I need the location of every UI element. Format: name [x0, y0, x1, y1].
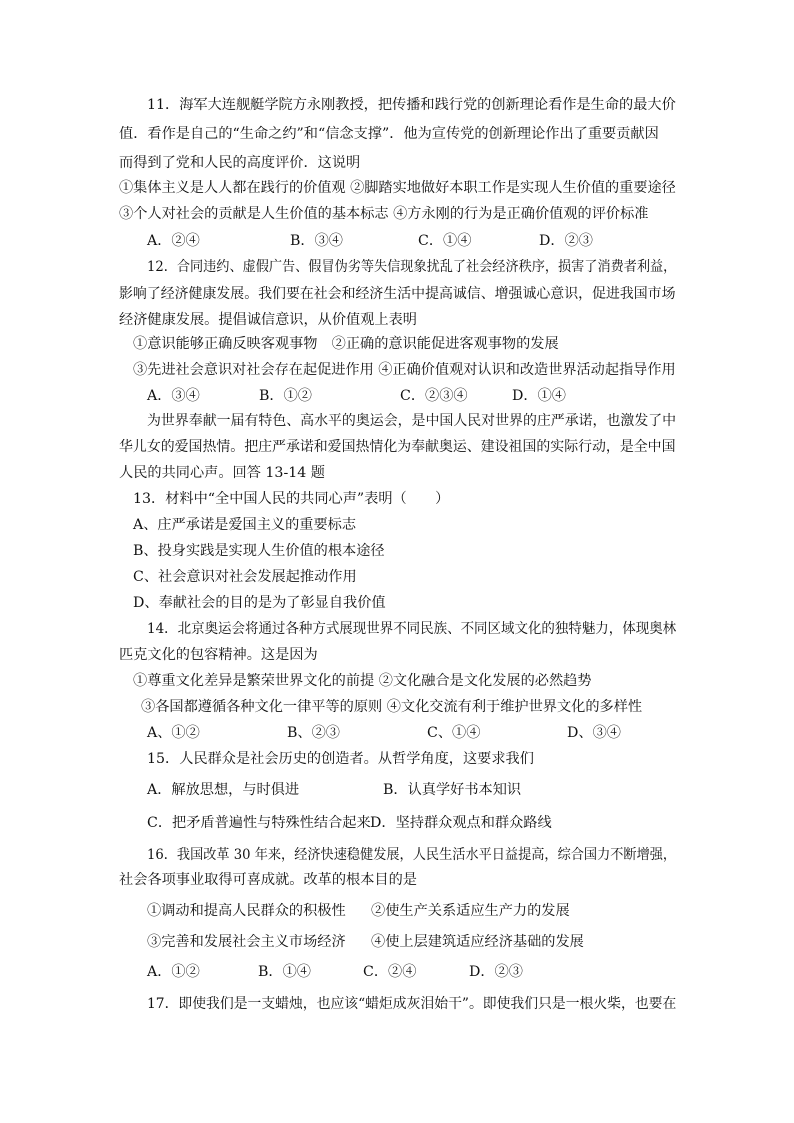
q14-stem-line-1: 14．北京奥运会将通过各种方式展现世界不同民族、不同区域文化的独特魅力，体现奥林 — [147, 621, 677, 637]
q12-option-d: D．①④ — [512, 388, 566, 404]
q16-option-c: C．②④ — [363, 964, 417, 980]
q17-stem: 17．即使我们是一支蜡烛，也应该“蜡炬成灰泪始干”。即使我们只是一根火柴，也要在 — [147, 996, 677, 1012]
q12-stem-line-1: 12．合同违约、虚假广告、假冒伪劣等失信现象扰乱了社会经济秩序，损害了消费者利益， — [147, 259, 677, 275]
q13-option-c: C、社会意识对社会发展起推动作用 — [133, 569, 357, 585]
q15-option-a: A．解放思想，与时俱进 — [147, 782, 300, 798]
q16-option-a: A．①② — [147, 964, 200, 980]
q13-option-a: A、庄严承诺是爱国主义的重要标志 — [133, 517, 357, 533]
q11-statement-1: ①集体主义是人人都在践行的价值观 ②脚踏实地做好本职工作是实现人生价值的重要途径 — [119, 180, 676, 196]
material-line-3: 人民的共同心声。回答 13-14 题 — [119, 465, 325, 481]
q14-option-a: A、①② — [147, 725, 200, 741]
q11-stem-line-3: 而得到了党和人民的高度评价．这说明 — [119, 155, 361, 171]
q16-statement-3: ③完善和发展社会主义市场经济 — [147, 934, 346, 950]
q15-option-c: C．把矛盾普遍性与特殊性结合起来 — [147, 815, 371, 831]
q16-statement-2: ②使生产关系适应生产力的发展 — [371, 903, 570, 919]
q12-option-c: C．②③④ — [400, 388, 468, 404]
q11-option-d: D．②③ — [539, 233, 593, 249]
q14-option-d: D、③④ — [567, 725, 621, 741]
q12-statement-1: ①意识能够正确反映客观事物 ②正确的意识能促进客观事物的发展 — [133, 336, 559, 352]
q14-statement-2: ③各国都遵循各种文化一律平等的原则 ④文化交流有利于维护世界文化的多样性 — [141, 699, 643, 715]
q15-option-b: B．认真学好书本知识 — [383, 782, 522, 798]
q13-option-d: D、奉献社会的目的是为了彰显自我价值 — [133, 595, 386, 611]
q12-stem-line-3: 经济健康发展。提倡诚信意识，从价值观上表明 — [119, 312, 417, 328]
q15-stem: 15．人民群众是社会历史的创造者。从哲学角度，这要求我们 — [147, 751, 534, 767]
q14-option-c: C、①④ — [427, 725, 481, 741]
q11-option-c: C．①④ — [418, 233, 472, 249]
q11-statement-2: ③个人对社会的贡献是人生价值的基本标志 ④方永刚的行为是正确价值观的评价标准 — [119, 206, 649, 222]
q16-option-d: D．②③ — [469, 964, 523, 980]
q16-statement-1: ①调动和提高人民群众的积极性 — [147, 903, 346, 919]
q14-statement-1: ①尊重文化差异是繁荣世界文化的前提 ②文化融合是文化发展的必然趋势 — [133, 673, 592, 689]
q13-option-b: B、投身实践是实现人生价值的根本途径 — [133, 543, 385, 559]
q12-stem-line-2: 影响了经济健康发展。我们要在社会和经济生活中提高诚信、增强诚心意识，促进我国市场 — [119, 286, 676, 302]
q16-option-b: B．①④ — [258, 964, 311, 980]
material-line-1: 为世界奉献一届有特色、高水平的奥运会，是中国人民对世界的庄严承诺，也激发了中 — [147, 413, 677, 429]
q12-option-b: B．①② — [259, 388, 312, 404]
q15-option-d: D．坚持群众观点和群众路线 — [370, 815, 552, 831]
q12-option-a: A．③④ — [147, 388, 200, 404]
q16-statement-4: ④使上层建筑适应经济基础的发展 — [371, 934, 584, 950]
material-line-2: 华儿女的爱国热情。把庄严承诺和爱国热情化为奉献奥运、建设祖国的实际行动，是全中国 — [119, 439, 676, 455]
q14-option-b: B、②③ — [287, 725, 340, 741]
q11-option-b: B．③④ — [290, 233, 343, 249]
q12-statement-2: ③先进社会意识对社会存在起促进作用 ④正确价值观对认识和改造世界活动起指导作用 — [133, 362, 676, 378]
q16-stem-line-2: 社会各项事业取得可喜成就。改革的根本目的是 — [119, 872, 417, 888]
q11-stem-line-2: 值．看作是自己的“生命之约”和“信念支撑”．他为宣传党的创新理论作出了重要贡献因 — [119, 126, 659, 142]
q14-stem-line-2: 匹克文化的包容精神。这是因为 — [119, 647, 318, 663]
q13-stem: 13．材料中“全中国人民的共同心声”表明（ ） — [133, 491, 450, 507]
q11-option-a: A．②④ — [147, 233, 200, 249]
q16-stem-line-1: 16．我国改革 30 年来，经济快速稳健发展，人民生活水平日益提高，综合国力不断增强， — [147, 847, 677, 863]
q11-stem-line-1: 11．海军大连舰艇学院方永刚教授，把传播和践行党的创新理论看作是生命的最大价 — [147, 97, 676, 113]
